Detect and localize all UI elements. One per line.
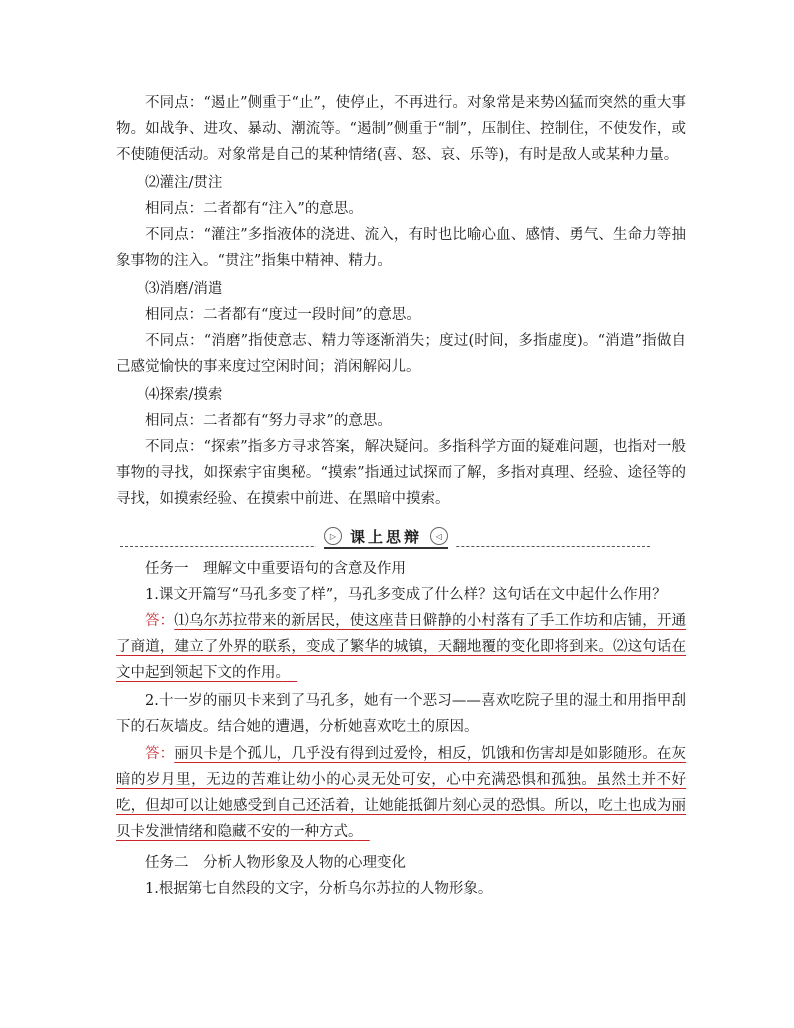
task1-answer-1 xyxy=(116,608,686,686)
paragraph-same-4: 相同点：二者都有“努力寻求”的意思。 xyxy=(145,413,392,429)
subheading-4: ⑷探索/摸索 xyxy=(145,387,223,403)
answer-label: 答： xyxy=(145,613,175,629)
answer-1-text: ⑴乌尔苏拉带来的新居民，使这座昔日僻静的小村落有了手工作坊和店铺，开通了商道，建立了外界的联系，变成了繁华的城镇，天翻地覆的变化即将到来。⑵这句话在文中起到领起下文的作用。 xyxy=(116,613,686,681)
paragraph-difference-1: 不同点：“遏止”侧重于“止”，使停止，不再进行。对象常是来势凶猛而突然的重大事物。如战争、进攻、暴动、潮流等。“遏制”侧重于“制”，压制住、控制住，不使发作，或不使随便活动。对象常是自己的某种情绪(喜、怒、哀、乐等)，有时是敌人或某种力量。 xyxy=(116,95,686,163)
section-banner-label: 课上思辩 xyxy=(349,527,422,546)
play-left-icon: ◁ xyxy=(430,527,448,545)
paragraph-difference-3: 不同点：“消磨”指使意志、精力等逐渐消失；度过(时间，多指虚度)。“消遣”指做自己感觉愉快的事来度过空闲时间；消闲解闷儿。 xyxy=(116,333,686,375)
task1-question-2: 2.十一岁的丽贝卡来到了马孔多，她有一个恶习——喜欢吃院子里的湿土和用指甲刮下的石灰墙皮。结合她的遭遇，分析她喜欢吃土的原因。 xyxy=(116,693,686,735)
task1-title: 任务一 理解文中重要语句的含意及作用 xyxy=(145,561,406,577)
task2-title: 任务二 分析人物形象及人物的心理变化 xyxy=(145,855,406,871)
answer-label: 答： xyxy=(145,746,175,762)
paragraph-same-3: 相同点：二者都有“度过一段时间”的意思。 xyxy=(145,307,421,323)
task2-question-1: 1.根据第七自然段的文字，分析乌尔苏拉的人物形象。 xyxy=(145,881,493,897)
paragraph-difference-4: 不同点：“探索”指多方寻求答案，解决疑问。多指科学方面的疑难问题，也指对一般事物的寻找，如探索宇宙奥秘。“摸索”指通过试探而了解，多指对真理、经验、途径等的寻找，如摸索经验、在摸索中前进、在黑暗中摸索。 xyxy=(116,439,686,507)
task1-question-1: 1.课文开篇写“马孔多变了样”，马孔多变成了什么样？这句话在文中起什么作用？ xyxy=(145,587,667,603)
answer-2-text: 丽贝卡是个孤儿，几乎没有得到过爱怜，相反，饥饿和伤害却是如影随形。在灰暗的岁月里，无边的苦难让幼小的心灵无处可安，心中充满恐惧和孤独。虽然土并不好吃，但却可以让她感受到自己还活着，让她能抵御片刻心灵的恐惧。所以，吃土也成为丽贝卡发泄情绪和隐藏不安的一种方式。 xyxy=(116,746,686,840)
paragraph-difference-2: 不同点：“灌注”多指液体的浇进、流入，有时也比喻心血、感情、勇气、生命力等抽象事物的注入。“贯注”指集中精神、精力。 xyxy=(116,227,686,269)
paragraph-same-2: 相同点：二者都有“注入”的意思。 xyxy=(145,201,363,217)
task1-answer-2 xyxy=(116,741,686,845)
section-banner xyxy=(316,525,456,547)
subheading-3: ⑶消磨/消遣 xyxy=(145,281,223,297)
play-right-icon: ▷ xyxy=(324,527,342,545)
subheading-2: ⑵灌注/贯注 xyxy=(145,175,223,191)
